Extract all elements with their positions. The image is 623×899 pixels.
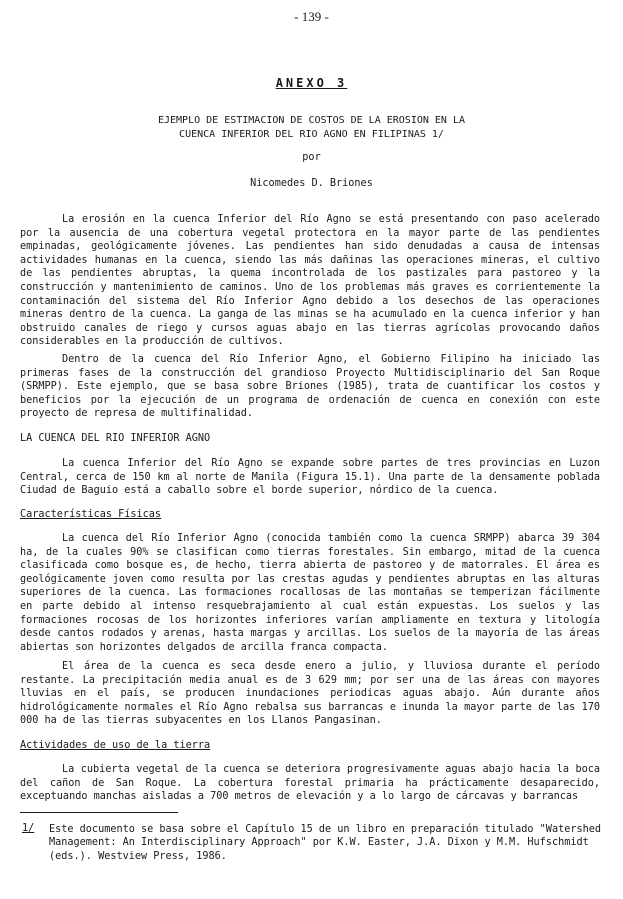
- footnote-rule: [20, 812, 178, 813]
- by-line: por: [302, 152, 321, 163]
- annex-title: ANEXO 3: [275, 76, 348, 90]
- paragraph-actividades: La cubierta vegetal de la cuenca se deteriora progresivamente aguas abajo hacia la boca del cañon de San Roque. La cobertura forestal primaria ha prácticamente desaparecido, exceptuando manchas aisladas a 700 metros de elevación y a lo largo de cárcavas y barrancas: [20, 764, 600, 803]
- paragraph-project: Dentro de la cuenca del Río Inferior Agno, el Gobierno Filipino ha iniciado las primeras fases de la construcción del grandioso Proyecto Multidisciplinario del San Roque (SRMPP). Este ejemplo, que se basa sobre Briones (1985), trata de cuantificar los costos y beneficios por la ejecución de un programa de ordenación de cuenca en conexión con este proyecto de represa de multifinalidad.: [20, 354, 600, 420]
- page-number: - 139 -: [294, 9, 329, 24]
- title-line-1: EJEMPLO DE ESTIMACION DE COSTOS DE LA EROSION EN LA: [157, 115, 466, 126]
- document-title: [0, 114, 623, 141]
- paragraph-caracteristicas: La cuenca del Río Inferior Agno (conocida también como la cuenca SRMPP) abarca 39 304 ha, de la cuales 90% se clasifican como tierras forestales. Sin embargo, mitad de la cuenca clasificada como bosque es, de hecho, tierra abierta de pastoreo y de matorrales. El área es geológicamente joven como resulta por las crestas agudas y pendientes abruptas en las alturas superiores de la cuenca. Las formaciones rocallosas de las montañas se temperizan fácilmente en parte debido al intenso resquebrajamiento al cual están expuestas. Los suelos y las formaciones rocosas de los horizontes inferiores varían ampliamente en textura y litología desde cantos rodados y arenas, hasta margas y arcillas. Los suelos de la mayoría de las áreas abiertas son horizontes delgados de arcilla franca compacta.: [20, 533, 600, 653]
- section-heading-cuenca: LA CUENCA DEL RIO INFERIOR AGNO: [20, 433, 211, 444]
- section-heading-actividades: Actividades de uso de la tierra: [20, 740, 211, 751]
- paragraph-intro: La erosión en la cuenca Inferior del Río Agno se está presentando con paso acelerado por la ausencia de una cobertura vegetal protectora en la mayor parte de las pendientes empinadas, geológicamente jóvenes. Las pendientes han sido denudadas a causa de intensas actividades humanas en la cuenca, siendo las más dañinas las operaciones mineras, el cultivo de las pendientes abruptas, la quema incontrolada de los pastizales para pastoreo y la construcción y mantenimiento de caminos. Uno de los problemas más graves es corrientemente la contaminación del sistema del Río Inferior Agno debido a los desechos de las operaciones mineras dentro de la cuenca. La ganga de las minas se ha acumulado en la cuenca inferior y han obstruido canales de riego y cursos aguas abajo en las tierras agrícolas provocando daños considerables en la producción de cultivos.: [20, 214, 600, 348]
- paragraph-cuenca: La cuenca Inferior del Río Agno se expande sobre partes de tres provincias en Luzon Central, cerca de 150 km al norte de Manila (Figura 15.1). Una parte de la densamente poblada Ciudad de Baguio está a caballo sobre el borde superior, nórdico de la cuenca.: [20, 458, 600, 497]
- footnote-text: Este documento se basa sobre el Capítulo 15 de un libro en preparación titulado "Watershed Management: An Interdisciplinary Approach" por K.W. Easter, J.A. Dixon y M.M. Hufschmidt (eds.). Westview Press, 1986.: [49, 824, 602, 862]
- paragraph-clima: El área de la cuenca es seca desde enero a julio, y lluviosa durante el período restante. La precipitación media anual es de 3 629 mm; por ser una de las áreas con mayores lluvias en el país, se producen inundaciones periodicas aguas abajo. Aún durante años hidrológicamente normales el Río Agno rebalsa sus barrancas e inunda la mayor parte de las 170 000 ha de las tierras subyacentes en los Llanos Pangasinan.: [20, 661, 600, 727]
- author-name: Nicomedes D. Briones: [250, 178, 373, 189]
- section-heading-caracteristicas: Características Físicas: [20, 509, 162, 520]
- title-line-2: CUENCA INFERIOR DEL RIO AGNO EN FILIPINAS 1/: [179, 128, 444, 140]
- footnote-mark: 1/: [22, 823, 35, 834]
